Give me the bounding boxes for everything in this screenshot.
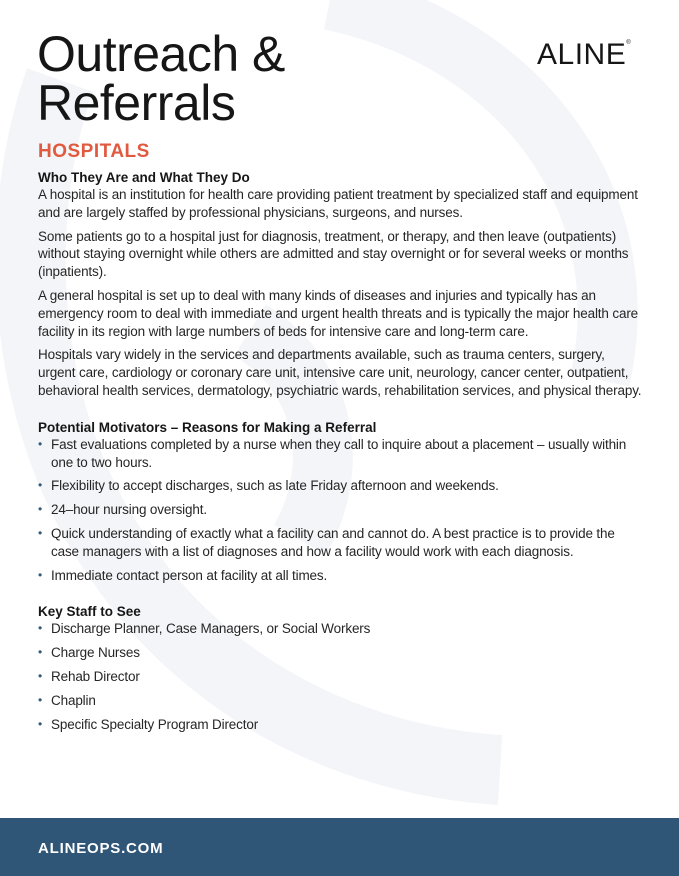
staff-list: [38, 620, 643, 733]
list-item: [38, 501, 643, 519]
bullet-icon: •: [38, 716, 43, 731]
list-item: [38, 436, 643, 472]
page-title: Outreach & Referrals: [37, 26, 285, 131]
list-item-text: Immediate contact person at facility at all times.: [51, 567, 328, 583]
list-item: [38, 716, 643, 734]
motivators-heading: Potential Motivators – Reasons for Making a Referral: [38, 419, 377, 435]
list-item: [38, 644, 643, 662]
list-item: [38, 525, 643, 561]
who-paragraph: A hospital is an institution for health care providing patient treatment by specialized staff and equipment and are largely staffed by professional physicians, surgeons, and nurses.: [38, 187, 638, 220]
list-item-text: Fast evaluations completed by a nurse when they call to inquire about a placement – usually within one to two hours.: [51, 436, 627, 470]
who-heading: Who They Are and What They Do: [38, 170, 250, 185]
list-item-text: Quick understanding of exactly what a facility can and cannot do. A best practice is to provide the case managers with a list of diagnoses and how a facility would work with each diagnosis.: [51, 525, 615, 559]
footer-website-link[interactable]: ALINEOPS.COM: [38, 840, 164, 857]
aline-logo: [537, 38, 631, 72]
bullet-icon: •: [38, 525, 43, 540]
list-item-text: Flexibility to accept discharges, such as late Friday afternoon and weekends.: [51, 478, 499, 494]
list-item-text: Discharge Planner, Case Managers, or Social Workers: [51, 621, 371, 637]
list-item: [38, 567, 643, 585]
bullet-icon: •: [38, 567, 43, 582]
list-item-text: Charge Nurses: [51, 645, 140, 661]
list-item: [38, 692, 643, 710]
bullet-icon: •: [38, 692, 43, 707]
section-title: HOSPITALS: [38, 141, 150, 162]
document-body: [38, 169, 643, 739]
list-item-text: Specific Specialty Program Director: [51, 716, 259, 732]
list-item: [38, 620, 643, 638]
footer-bar: [0, 818, 679, 876]
list-item: [38, 477, 643, 495]
who-paragraph: Hospitals vary widely in the services and departments available, such as trauma centers, surgery, urgent care, cardiology or coronary care unit, intensive care unit, neurology, cancer center, outpatient, behavioral health services, dermatology, psychiatric wards, rehabilitation services, and physical therapy.: [38, 347, 642, 398]
bullet-icon: •: [38, 668, 43, 683]
who-paragraph: A general hospital is set up to deal with many kinds of diseases and injuries and typically has an emergency room to deal with immediate and urgent health threats and is typically the major health care facility in its region with large numbers of beds for intensive care and long-term care.: [38, 287, 639, 339]
bullet-icon: •: [38, 645, 43, 660]
staff-heading: Key Staff to See: [38, 604, 141, 620]
logo-text: ALINE: [537, 38, 627, 71]
bullet-icon: •: [38, 502, 43, 517]
motivators-list: [38, 436, 643, 585]
list-item-text: 24–hour nursing oversight.: [51, 502, 207, 518]
bullet-icon: •: [38, 436, 43, 451]
who-paragraph: Some patients go to a hospital just for diagnosis, treatment, or therapy, and then leave (outpatients) without staying overnight while others are admitted and stay overnight or for several weeks or months (inpatients).: [38, 228, 629, 280]
bullet-icon: •: [38, 478, 43, 493]
list-item-text: Rehab Director: [51, 668, 140, 684]
list-item-text: Chaplin: [51, 692, 96, 708]
registered-mark: ®: [626, 40, 632, 46]
list-item: [38, 668, 643, 686]
bullet-icon: •: [38, 621, 43, 636]
